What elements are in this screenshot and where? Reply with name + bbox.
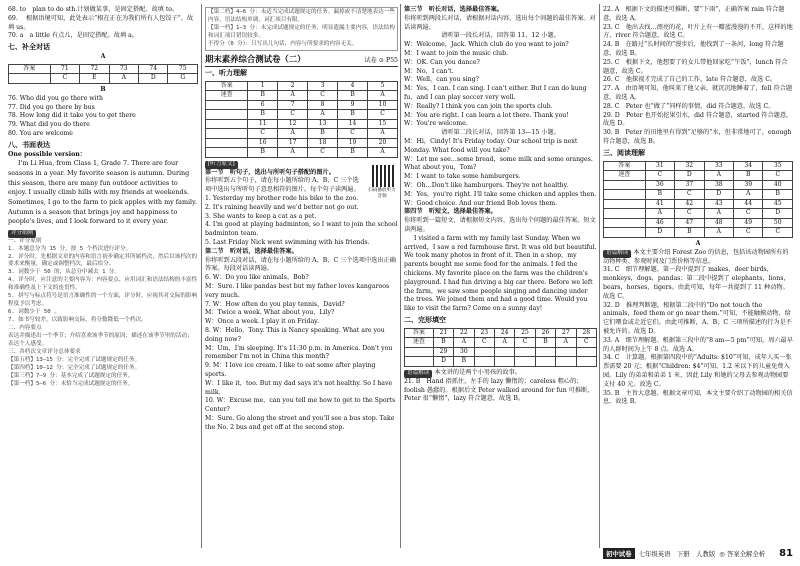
table-cell: A — [278, 129, 308, 139]
table-cell: A — [278, 148, 308, 158]
table-cell: B — [248, 91, 278, 101]
answer-item: 30. B Peter 的田地里有得到“足够的”水，但非常地可了，enough 符合题意，故选 B。 — [603, 129, 792, 145]
model-essay: I'm Li Hua, from Class 1, Grade 7. There are four seasons in a year. My favorite season is autumn. During this season, there are many fun outdoor activities to enjoy. I usually climb hills with my friends at weekends. Sometimes, I go to the farm to pick apples with my family. Autumn is a season that brings joy and happiness to people's lives, and I look forward to it every year. — [8, 159, 197, 226]
part-heading: 第四节 听短文，选择最佳答案。 — [404, 208, 497, 216]
table-cell: A — [556, 338, 576, 348]
section-heading: 三、阅读理解 — [603, 148, 645, 157]
table-cell — [405, 357, 434, 367]
table-cell: 答案 — [405, 328, 434, 338]
answer-line: 68. to plan to do sth.计划做某事，是固定搭配。故填 to。 — [8, 6, 179, 13]
dialog-line: M：Hi，Cindy! It's Friday today. Our school trip is next Monday. What food will you take? — [404, 137, 578, 154]
part-note: 你将听到五段对话，请在每小题所给的 A、B、C 三个选项中选出正确答案。每段对话读两遍。 — [205, 256, 396, 273]
dialog-line: W：Good choice. And our friend Bob loves them. — [404, 199, 558, 207]
table-row — [604, 180, 793, 190]
table-cell: A — [494, 338, 514, 348]
table-cell: 37 — [675, 180, 704, 190]
table-row — [604, 218, 793, 228]
table-cell: 72 — [80, 64, 109, 74]
table-row — [405, 347, 597, 357]
rubric-line: 【第一档】5—6 分：未恰当完成试题规定的任务。 — [8, 380, 134, 387]
table-cell: 3 — [308, 81, 338, 91]
qr-code-icon[interactable] — [372, 165, 394, 187]
dialog-line: 9. M：I love ice cream. I like to eat some after playing sports. — [205, 362, 376, 378]
table-cell: 26 — [535, 328, 555, 338]
sentence: 5. Last Friday Nick went swimming with his friends. — [205, 238, 370, 246]
dialog-line: W：Oh…Don't like hamburgers. They're not healthy. — [404, 181, 569, 189]
table-row — [405, 357, 597, 367]
rubric-line: 2. 评分时，先根据文章的内容和语言初步确定其所属档次，然后以该档次的要求来衡量，确定或调整档次，最后给分。 — [8, 253, 198, 268]
table-cell: 答案 — [604, 161, 646, 171]
table-cell — [604, 190, 646, 200]
section-heading: 二、完形填空 — [404, 315, 446, 324]
table-cell: E — [80, 74, 109, 84]
table-cell: 73 — [109, 64, 138, 74]
table-cell: A — [454, 338, 474, 348]
cloze-answer-table — [404, 328, 597, 367]
dialog-line: W：Really? I think you can join the sports club. — [404, 102, 553, 110]
listening-script-tag: [听力原文] — [205, 161, 238, 169]
table-row — [604, 209, 793, 219]
table-row — [405, 328, 597, 338]
table-cell: 19 — [338, 138, 368, 148]
sentence: 4. I'm good at playing badminton, so I want to join the school badminton team. — [205, 221, 398, 238]
table-cell — [494, 357, 514, 367]
table-row — [206, 129, 398, 139]
table-cell: D — [675, 171, 704, 181]
table-cell — [474, 357, 494, 367]
table-cell: G — [168, 74, 198, 84]
part-label: A — [100, 53, 106, 61]
table-cell: C — [576, 338, 596, 348]
table-cell — [494, 347, 514, 357]
answer-item: 34. C 计算题。根据第四段中的“Adults: $10”可知，成年人买一张票需要 20 元；根据“Children: $4”可知，1.2 米以下的儿童免费入园。Lily 的弟弟和弟弟 1 米，因此 Lily 和她的父母去参观动物园要支付 40 元。故选 C。 — [603, 354, 792, 388]
table-cell — [535, 347, 555, 357]
dialog-line: M：Twice a week. What about you，Lily? — [205, 309, 335, 317]
table-cell: B — [338, 110, 368, 120]
table-cell: C — [763, 171, 793, 181]
answer-line: 80. You are welcome — [8, 129, 73, 137]
table-row — [604, 161, 793, 171]
reading-answer-table — [603, 161, 793, 238]
table-cell: 14 — [338, 119, 368, 129]
table-row — [206, 148, 398, 158]
table-cell — [576, 357, 596, 367]
dialog-line: 8. W：Hello，Tony. This is Nancy speaking. What are you doing now? — [205, 326, 385, 343]
dialog-line: W：Well，can you sing? — [404, 76, 479, 84]
answer-item: 24. B 在路过“长时间的”漫步后，他找到了一条河，long 符合题意，故选 B。 — [603, 41, 784, 57]
dialog-line: M：I want to take some hamburgers. — [404, 173, 521, 181]
table-cell: C — [368, 110, 398, 120]
table-cell: 17 — [278, 138, 308, 148]
rubric-line: 【第四档】10—12 分：完全完成了试题规定的任务。 — [8, 364, 141, 371]
rubric-line: 【第三档】7—9 分：基本完成了试题规定的任务。 — [8, 372, 134, 379]
answer-table — [8, 64, 198, 84]
table-cell: 21 — [433, 328, 453, 338]
part-sub: 请听第一段长对话，回答第 11、12 小题。 — [441, 32, 560, 40]
table-cell: 答案 — [9, 64, 51, 74]
answer-item: 33. A 细节理解题。根据第三段中的“8 am—5 pm”可知，周六最早的人群时间为上午 8 点。故选 A。 — [603, 336, 793, 353]
table-row — [604, 199, 793, 209]
table-row — [604, 228, 793, 238]
column-2 — [205, 6, 398, 433]
table-cell: C — [278, 110, 308, 120]
answer-item: 22. A 根据下文的描述可推断，要“下雨”，正确答案 rain 符合题意，故选 A。 — [603, 6, 785, 22]
table-cell — [515, 357, 535, 367]
dialog-line: M：You are right. I can learn a lot there. Thank you! — [404, 111, 569, 119]
rubric-line: 一、评分原则 — [8, 237, 42, 244]
table-cell: B — [338, 148, 368, 158]
table-cell: 32 — [675, 161, 704, 171]
rubric-line: 【第五档】13—15 分：完全完成了试题规定的任务。 — [8, 356, 141, 363]
table-cell — [405, 347, 434, 357]
table-cell: D — [704, 190, 733, 200]
table-cell: 7 — [278, 100, 308, 110]
table-cell: 42 — [675, 199, 704, 209]
dialog-line: 7. W：How often do you play tennis，David? — [205, 300, 345, 308]
table-cell: 50 — [763, 218, 793, 228]
table-cell: A — [704, 228, 733, 238]
table-cell: D — [645, 228, 674, 238]
table-row — [604, 171, 793, 181]
table-row — [206, 81, 398, 91]
table-cell: A — [734, 190, 763, 200]
table-cell: C — [675, 209, 704, 219]
column-divider — [599, 4, 600, 548]
table-cell: B — [734, 171, 763, 181]
intro-tag: 语篇解读 — [603, 250, 631, 258]
part-note: 你将听到一篇短文，请根据短文内容，选出每个问题的最佳答案。短文读两遍。 — [404, 217, 596, 233]
version-label: One possible version： — [8, 150, 86, 158]
table-cell: B — [308, 129, 338, 139]
dialog-line: M：Sure. Go along the street and you'll see a bus stop. Take the No. 2 bus and get off at the second stop. — [205, 414, 395, 431]
table-cell: D — [433, 357, 453, 367]
part-label: B — [100, 85, 106, 93]
table-cell: B — [645, 190, 674, 200]
answer-item: 31. C 细节理解题。第一段中提到了 makes，deer birds，monkeys，dogs，pandas；第二段中提到了 elephants，lions，bears，horses，tigers。由此可知，每年一共提到了 11 种动物。故选 C。 — [603, 266, 790, 300]
part-sub: 请听第二段长对话，回答第 13—15 小题。 — [441, 129, 560, 137]
part-note: 你将听到五个句子，请在每小题所给的 A、B、C 三个选项中选出与所听句子意思相符的图片。每个句子读两遍。 — [205, 177, 360, 194]
column-divider — [400, 4, 401, 548]
table-cell: A — [368, 129, 398, 139]
table-cell: C — [50, 74, 79, 84]
answer-item: 29. D Peter 也开始挖果引水，did 符合题意，started 符合题意，故选 D。 — [603, 111, 793, 128]
table-cell: 27 — [556, 328, 576, 338]
table-cell: 16 — [248, 138, 278, 148]
table-cell: B — [248, 110, 278, 120]
footer-brand: 初中试卷 — [603, 548, 635, 559]
column-4 — [603, 6, 793, 407]
table-cell: D — [763, 209, 793, 219]
table-cell — [604, 218, 646, 228]
table-cell: 6 — [248, 100, 278, 110]
table-cell: 9 — [338, 100, 368, 110]
answer-line: 69. 根据语境可知，此处表示“根在正在为我们所有人包饺子”，故填 us。 — [8, 14, 194, 31]
page-footer — [603, 546, 793, 560]
table-cell: A — [368, 148, 398, 158]
table-cell: 40 — [763, 180, 793, 190]
table-cell: B — [763, 190, 793, 200]
table-cell: 74 — [139, 64, 168, 74]
table-cell: 速查 — [405, 338, 434, 348]
table-cell: 答案 — [206, 81, 248, 91]
answer-line: 79. What did you do there — [8, 121, 90, 129]
table-cell — [556, 347, 576, 357]
table-cell: B — [454, 357, 474, 367]
dialog-line: M：Yes，I can. I can sing. I can't either. But I can do kung fu，and I can play soccer very well. — [404, 85, 587, 101]
table-cell: 18 — [308, 138, 338, 148]
intro-tag: 语篇解读 — [404, 370, 432, 378]
answer-item: 26. C 他探视才完成了自己的工作，late 符合题意，故选 C。 — [603, 76, 777, 84]
rubric-line: 【第一档】1—3 分：未完成试题规定的任务，明显遗漏主要内容，语法结构和词汇项目错误较多。 — [208, 24, 395, 39]
table-cell: C — [734, 228, 763, 238]
table-cell: 36 — [645, 180, 674, 190]
table-cell: 31 — [645, 161, 674, 171]
rubric-line: 4. 评分时，应注意的主要内容为：内容要点、应用词汇和语法结构的丰富性和准确性及上下文的连贯性。 — [8, 277, 198, 292]
table-cell: 45 — [763, 199, 793, 209]
table-cell: B — [433, 338, 453, 348]
listening-answer-table — [205, 81, 398, 158]
answer-item: 21. B Hand 指抓住，左手的 lazy 懒惰的；careless 粗心的；foolish 愚蠢的。根据后文 Peter walked around for fun 可推断，Peter 很“懒惰”，lazy 符合题意。故选 B。 — [404, 377, 594, 403]
dialog-line: W：You're welcome. — [404, 120, 468, 128]
table-cell: 47 — [675, 218, 704, 228]
table-cell: D — [139, 74, 168, 84]
table-cell: A — [278, 91, 308, 101]
table-row — [405, 338, 597, 348]
table-cell — [535, 357, 555, 367]
table-cell: 39 — [734, 180, 763, 190]
dialog-line: M：I want to join the music club. — [404, 49, 509, 57]
table-row — [206, 100, 398, 110]
part-note: 你将听到两段长对话，请根据对话内容，选出每个问题的最佳答案。对话读两遍。 — [404, 14, 596, 31]
rubric-tag: 评分细则 — [8, 230, 36, 238]
table-cell: C — [308, 91, 338, 101]
table-cell: 29 — [433, 347, 453, 357]
test-page-ref: 试卷 ⊙ P55 — [364, 56, 398, 64]
table-cell: 49 — [734, 218, 763, 228]
part-heading: 第二节 听对话，选择最佳答案。 — [205, 247, 298, 255]
table-cell: 23 — [474, 328, 494, 338]
table-cell: A — [645, 209, 674, 219]
dialog-line: M：Yes，you're right. I'll take some chicken and apples then. — [404, 190, 597, 198]
table-cell: A — [109, 74, 138, 84]
rubric-line: 1. 本题总分为 15 分，按 5 个档次进行评分。 — [8, 245, 132, 252]
rubric-line: 二、内容要点 — [8, 324, 42, 331]
answer-item: 23. C 他出去找…漂亮的花，叶片上有一瓣蓝漫漫的不开，这样的地方，river 符合题意，故选 C。 — [603, 23, 793, 40]
test-title: 期末素养综合测试卷（二） — [205, 53, 306, 64]
table-cell: 46 — [645, 218, 674, 228]
table-cell — [474, 347, 494, 357]
table-cell: 44 — [734, 199, 763, 209]
table-cell: 13 — [308, 119, 338, 129]
table-cell: 11 — [248, 119, 278, 129]
table-cell: 1 — [248, 81, 278, 91]
rubric-line: 三、各档次文章评分总体要求 — [8, 348, 81, 355]
passage: I visited a farm with my family last Sunday. When we arrived，I saw a red farmhouse first. It was old but beautiful. We took many photos in front of it. Then in a shop，my parents bought me some food for the animals. I fed the chickens. My favorite place on the farm was the children's playground. I had fun driving a big car there. Before we left the farm，we saw some people singing and dancing under the trees. We joined them and had a good time. Would you like to visit the farm? Come on a sunny day! — [404, 234, 597, 313]
column-divider — [201, 4, 202, 548]
qr-caption: 扫码播放听力音频 — [368, 187, 396, 200]
table-cell: C — [645, 171, 674, 181]
table-cell: 4 — [338, 81, 368, 91]
table-cell: B — [675, 228, 704, 238]
section-heading: 八、书面表达 — [8, 140, 50, 149]
table-cell — [576, 347, 596, 357]
table-row — [206, 91, 398, 101]
table-cell: 25 — [515, 328, 535, 338]
table-cell: 5 — [368, 81, 398, 91]
sentence: 2. It's raining heavily and we'd better not go out. — [205, 203, 359, 211]
table-cell: C — [338, 129, 368, 139]
dialog-line: W：OK. Can you dance? — [404, 58, 480, 66]
table-cell: 10 — [368, 100, 398, 110]
table-cell: 41 — [645, 199, 674, 209]
table-cell: 48 — [704, 218, 733, 228]
table-row — [206, 138, 398, 148]
table-cell — [206, 110, 248, 120]
table-cell: 43 — [704, 199, 733, 209]
sentence: 3. She wants to keep a cat as a pet. — [205, 212, 317, 220]
table-cell: 20 — [368, 138, 398, 148]
table-cell: 24 — [494, 328, 514, 338]
table-cell: 75 — [168, 64, 198, 74]
dialog-line: W：Once a week. I play it on Friday. — [205, 318, 319, 326]
answer-item: 32. D 推理判断题。根据第二段中的“Do not touch the animals，feed them or go near them.”可知，不能触摸动物，给它们喂食或走近它们。由此可推断，A、B、C 三项所描述的行为是不被允许的。故选 D。 — [603, 301, 792, 335]
table-cell: 22 — [454, 328, 474, 338]
rubric-line: 5. 拼写与标点符号是语言准确性的一个方面，评分时，应视其对交际的影响程度予以考虑。 — [8, 293, 198, 308]
dialog-line: 10. W：Excuse me，can you tell me how to get to the Sports Center? — [205, 397, 396, 414]
table-cell — [206, 100, 248, 110]
table-cell: B — [248, 148, 278, 158]
sentence: 1. Yesterday my brother rode his bike to the zoo. — [205, 195, 359, 202]
column-1 — [8, 6, 198, 388]
column-3 — [404, 6, 597, 404]
table-cell: 8 — [308, 100, 338, 110]
table-cell — [206, 138, 248, 148]
table-cell — [206, 148, 248, 158]
rubric-line: 3. 词数少于 50 的，从总分中减去 1 分。 — [8, 269, 120, 276]
table-cell: B — [338, 91, 368, 101]
rubric-line: 【第二档】4—6 分：未适当完成试题规定的任务。漏掉或不清楚地表达一些内容，语法结构单调，词汇项目有限。 — [208, 9, 395, 23]
answer-item: 35. B 主旨大意题。根据文章可知，本文主要介绍了动物园的相关信息。故选 B。 — [603, 389, 793, 406]
table-cell: A — [704, 209, 733, 219]
dialog-line: 6. W：Do you like animals，Bob? — [205, 274, 309, 282]
table-cell: 30 — [454, 347, 474, 357]
dialog-line: M：Sure. I like pandas best but my father loves kangaroos very much. — [205, 282, 390, 299]
table-cell: C — [308, 148, 338, 158]
table-cell: 速查 — [604, 171, 646, 181]
dialog-line: M：Um，I'm sleeping. It's 11:30 p.m. in America. Don't you remember I'm not in China this month? — [205, 344, 393, 361]
table-cell: 38 — [704, 180, 733, 190]
part-label: A — [695, 239, 701, 247]
answer-line: 70. a a little 有点儿，是固定搭配。故填 a。 — [8, 32, 138, 40]
intro-text: 本文讲的是两个小男孩的故事。 — [434, 368, 521, 376]
table-cell — [9, 74, 51, 84]
table-cell: C — [515, 338, 535, 348]
table-row — [206, 119, 398, 129]
table-row — [206, 110, 398, 120]
table-cell: 15 — [368, 119, 398, 129]
table-cell: B — [535, 338, 555, 348]
rubric-line: 6. 词数少于 50 。 — [8, 309, 60, 316]
answer-item: 25. C 根据下文，他想要了的女儿带他回家吃“午饭”，lunch 符合题意，故选 C。 — [603, 58, 788, 75]
table-cell: 34 — [734, 161, 763, 171]
dialog-line: M：No，I can't. — [404, 67, 454, 75]
table-cell: 33 — [704, 161, 733, 171]
table-cell: 35 — [763, 161, 793, 171]
table-cell: A — [368, 91, 398, 101]
table-cell — [206, 129, 248, 139]
table-row — [604, 190, 793, 200]
table-cell: C — [734, 209, 763, 219]
section-heading: 一、听力理解 — [205, 68, 247, 77]
intro-text: 本文主要介绍 Forest Zoo 的信息，包括该动物园所有的动物种类、参观时间及门票价格等信息。 — [603, 248, 789, 265]
table-cell — [604, 180, 646, 190]
table-cell: 速查 — [206, 91, 248, 101]
page-number: 81 — [779, 547, 793, 559]
section-heading: 七、补全对话 — [8, 43, 50, 52]
table-cell: 2 — [278, 81, 308, 91]
table-cell: A — [308, 110, 338, 120]
table-cell: 71 — [50, 64, 79, 74]
table-cell: C — [248, 129, 278, 139]
answer-item: 27. A 由语境可知，他叫来了他父亲，就沉沉地睡着了，fell 符合题意，故选 A。 — [603, 85, 793, 101]
dialog-line: W：Welcome，Jack. Which club do you want to join? — [404, 41, 569, 49]
table-cell: A — [704, 171, 733, 181]
answer-line: 77. Did you go there by bus — [8, 103, 95, 111]
table-cell: 28 — [576, 328, 596, 338]
table-cell — [206, 119, 248, 129]
rubric-box — [205, 7, 398, 51]
part-heading: 第一节 听句子，选出与所听句子搭配的图片。 — [205, 168, 335, 176]
table-cell — [604, 228, 646, 238]
footer-guide: ◎ 答案全解全析 — [719, 549, 766, 558]
table-cell: C — [763, 228, 793, 238]
footer-grade: 七年级英语 下册 人教版 — [638, 549, 716, 558]
table-cell — [604, 199, 646, 209]
rubric-line: 7. 如书写较差，以致影响交际，将分数降低一个档次。 — [8, 317, 147, 324]
rubric-list — [8, 238, 198, 389]
table-cell — [556, 357, 576, 367]
rubric-line: 不得分（0 分）：只写出几句话，内容与所要求的内容无关。 — [208, 40, 358, 47]
rubric-line: 表达并描述出一个季节；介绍喜欢该季节的原因；描述在该季节里的活动；表达个人感受。 — [8, 332, 193, 347]
table-cell: C — [474, 338, 494, 348]
answer-item: 28. C Peter 也“做了”同样的事情，did 符合题意，故选 C。 — [603, 102, 775, 110]
dialog-line: W：I like it，too. But my dad says it's not healthy. So I have milk. — [205, 379, 393, 396]
table-cell — [515, 347, 535, 357]
table-cell: C — [675, 190, 704, 200]
part-heading: 第三节 听长对话，选择最佳答案。 — [404, 6, 503, 13]
answer-line: 78. How long did it take you to get there — [8, 112, 136, 120]
answer-line: 76. Who did you go there with — [8, 94, 104, 102]
table-cell — [604, 209, 646, 219]
dialog-line: W：Let me see…some bread，some milk and some oranges. What about you，Tom? — [404, 155, 593, 172]
table-cell: 12 — [278, 119, 308, 129]
